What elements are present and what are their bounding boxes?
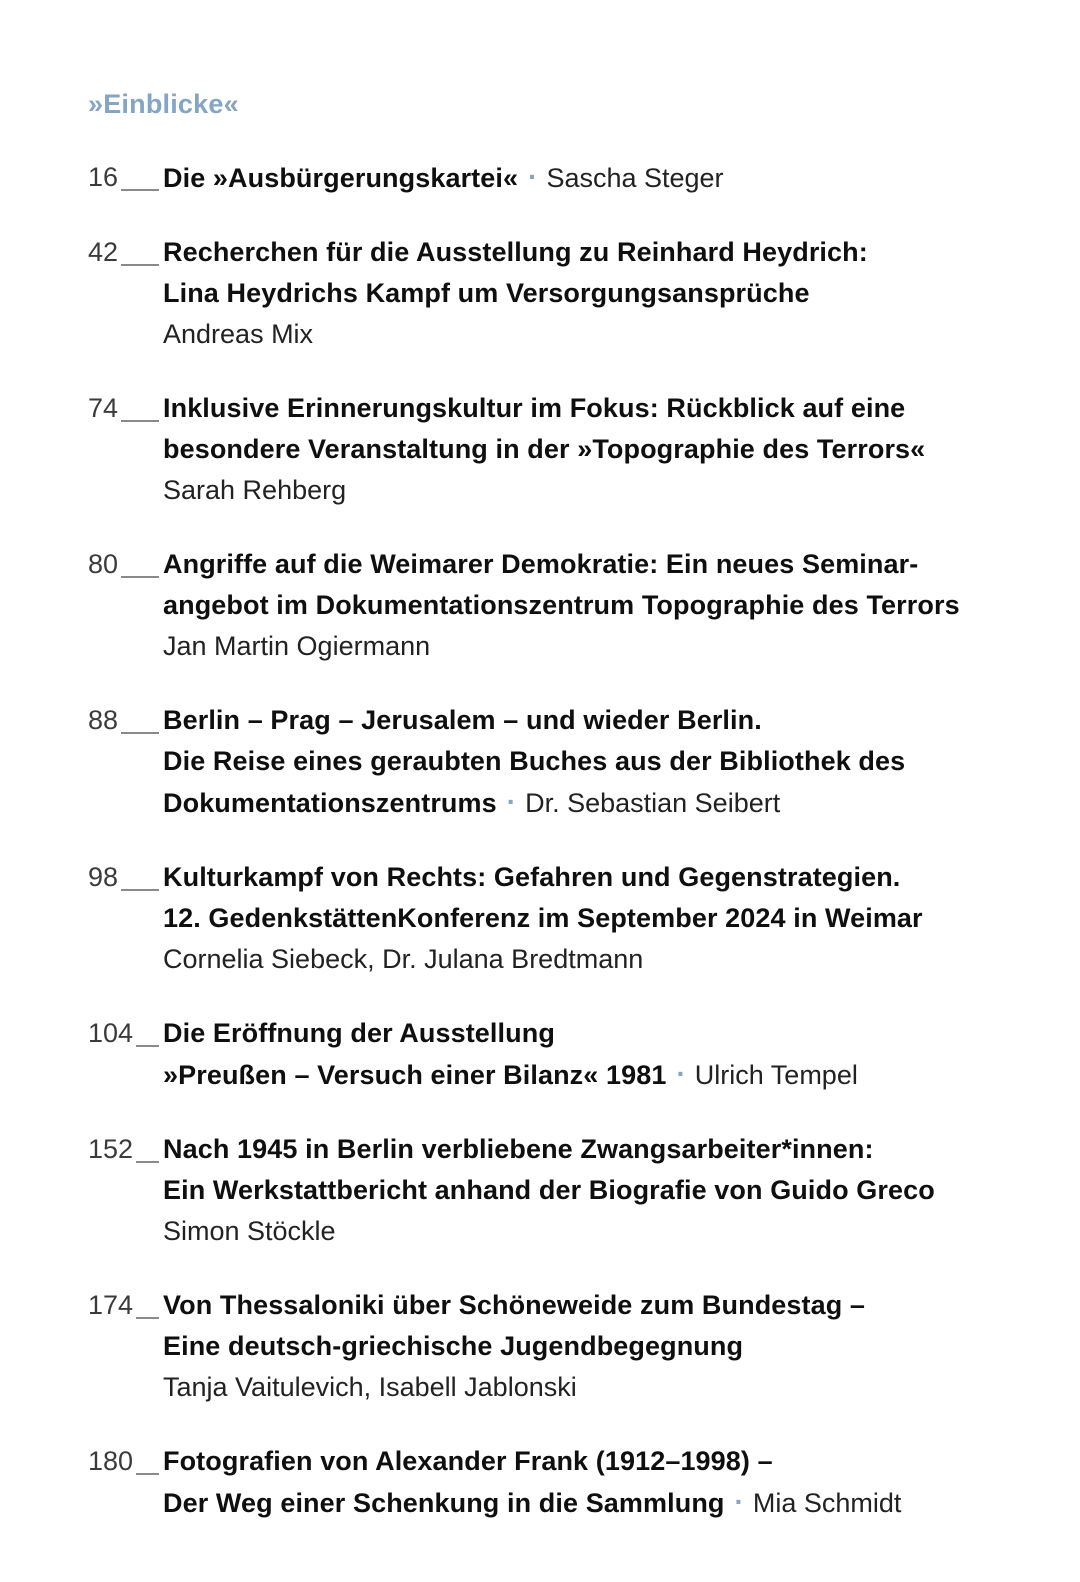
entry-title-line bbox=[163, 1054, 1024, 1096]
entry-page-number-cell bbox=[88, 857, 163, 898]
entry-title-text: Von Thessaloniki über Schöneweide zum Bundestag – bbox=[163, 1290, 866, 1320]
entry-title-text: Die Reise eines geraubten Buches aus der Bibliothek des bbox=[163, 746, 906, 776]
entry-page-number-cell bbox=[88, 1285, 163, 1326]
toc-entry bbox=[88, 857, 1024, 980]
entry-title-text: Fotografien von Alexander Frank (1912–1998) – bbox=[163, 1446, 773, 1476]
entry-page-number: 80 bbox=[88, 549, 119, 579]
entry-title-line bbox=[163, 273, 1024, 314]
leader-line bbox=[136, 1045, 159, 1047]
entry-title-text: angebot im Dokumentationszentrum Topographie des Terrors bbox=[163, 590, 960, 620]
entry-author-line bbox=[163, 626, 1024, 667]
entry-title-line bbox=[163, 1013, 1024, 1054]
toc-entry bbox=[88, 1285, 1024, 1408]
entry-page-number-cell bbox=[88, 1129, 163, 1170]
entry-author: Ulrich Tempel bbox=[694, 1060, 858, 1090]
entry-author: Sarah Rehberg bbox=[163, 475, 347, 505]
entry-content bbox=[163, 857, 1024, 980]
entry-title-line bbox=[163, 1129, 1024, 1170]
entry-content bbox=[163, 1285, 1024, 1408]
toc-entry bbox=[88, 157, 1024, 199]
author-separator-dot: · bbox=[734, 1486, 744, 1517]
entry-page-number: 42 bbox=[88, 237, 119, 267]
entry-page-number-cell bbox=[88, 544, 163, 585]
entry-page-number-cell bbox=[88, 700, 163, 741]
entry-title-line bbox=[163, 429, 1024, 470]
entry-author: Sascha Steger bbox=[546, 163, 724, 193]
entry-author: Jan Martin Ogiermann bbox=[163, 631, 431, 661]
entry-title-text: Eine deutsch-griechische Jugendbegegnung bbox=[163, 1331, 744, 1361]
entry-author: Andreas Mix bbox=[163, 319, 314, 349]
entry-page-number: 98 bbox=[88, 862, 119, 892]
toc-entry bbox=[88, 700, 1024, 824]
entry-author-line bbox=[163, 470, 1024, 511]
entry-title-text: Die »Ausbürgerungskartei« bbox=[163, 163, 519, 193]
entry-page-number-cell bbox=[88, 388, 163, 429]
entry-page-number: 152 bbox=[88, 1134, 134, 1164]
leader-line bbox=[121, 732, 159, 734]
entry-title-text: »Preußen – Versuch einer Bilanz« 1981 bbox=[163, 1060, 667, 1090]
entry-page-number-cell bbox=[88, 1441, 163, 1482]
entry-author: Dr. Sebastian Seibert bbox=[525, 788, 781, 818]
entry-title-text: Lina Heydrichs Kampf um Versorgungsansprüche bbox=[163, 278, 810, 308]
entry-title-text: Die Eröffnung der Ausstellung bbox=[163, 1018, 555, 1048]
leader-line bbox=[136, 1161, 159, 1163]
entry-title-line bbox=[163, 544, 1024, 585]
entry-page-number: 104 bbox=[88, 1018, 134, 1048]
entry-content bbox=[163, 1013, 1024, 1096]
toc-entry-list bbox=[88, 157, 1024, 1524]
entry-page-number: 180 bbox=[88, 1446, 134, 1476]
entry-title-line bbox=[163, 741, 1024, 782]
leader-line bbox=[136, 1473, 159, 1475]
entry-title-text: 12. GedenkstättenKonferenz im September 2024 in Weimar bbox=[163, 903, 923, 933]
entry-content bbox=[163, 544, 1024, 667]
toc-entry bbox=[88, 544, 1024, 667]
entry-content bbox=[163, 157, 1024, 199]
entry-author-line bbox=[163, 314, 1024, 355]
entry-title-line bbox=[163, 1285, 1024, 1326]
entry-author-line bbox=[163, 1211, 1024, 1252]
author-separator-dot: · bbox=[676, 1058, 686, 1089]
entry-title-line bbox=[163, 1326, 1024, 1367]
entry-title-text: Nach 1945 in Berlin verbliebene Zwangsarbeiter*innen: bbox=[163, 1134, 874, 1164]
leader-line bbox=[121, 189, 159, 191]
entry-title-text: Angriffe auf die Weimarer Demokratie: Ein neues Seminar- bbox=[163, 549, 919, 579]
entry-author: Mia Schmidt bbox=[752, 1488, 902, 1518]
entry-title-text: Dokumentationszentrums bbox=[163, 788, 497, 818]
toc-entry bbox=[88, 1441, 1024, 1524]
page-title: »Einblicke« bbox=[88, 89, 239, 119]
entry-title-line bbox=[163, 857, 1024, 898]
entry-title-text: besondere Veranstaltung in der »Topographie des Terrors« bbox=[163, 434, 926, 464]
entry-title-line bbox=[163, 1441, 1024, 1482]
entry-content bbox=[163, 1441, 1024, 1524]
entry-content bbox=[163, 700, 1024, 824]
entry-title-line bbox=[163, 585, 1024, 626]
entry-title-text: Ein Werkstattbericht anhand der Biografie von Guido Greco bbox=[163, 1175, 935, 1205]
entry-author-line bbox=[163, 939, 1024, 980]
author-separator-dot: · bbox=[506, 786, 517, 817]
leader-line bbox=[136, 1317, 159, 1319]
entry-content bbox=[163, 1129, 1024, 1252]
entry-author: Cornelia Siebeck, Dr. Julana Bredtmann bbox=[163, 944, 644, 974]
entry-title-text: Recherchen für die Ausstellung zu Reinhard Heydrich: bbox=[163, 237, 868, 267]
entry-title-line bbox=[163, 1170, 1024, 1211]
entry-content bbox=[163, 388, 1024, 511]
entry-title-line bbox=[163, 157, 1024, 199]
entry-title-text: Der Weg einer Schenkung in die Sammlung bbox=[163, 1488, 725, 1518]
author-separator-dot: · bbox=[528, 161, 538, 192]
entry-title-line bbox=[163, 782, 1024, 824]
entry-author: Tanja Vaitulevich, Isabell Jablonski bbox=[163, 1372, 577, 1402]
toc-entry bbox=[88, 388, 1024, 511]
entry-author: Simon Stöckle bbox=[163, 1216, 336, 1246]
entry-page-number-cell bbox=[88, 232, 163, 273]
leader-line bbox=[121, 264, 159, 266]
entry-page-number: 88 bbox=[88, 705, 119, 735]
entry-page-number-cell bbox=[88, 157, 163, 198]
entry-author-line bbox=[163, 1367, 1024, 1408]
entry-title-text: Kulturkampf von Rechts: Gefahren und Gegenstrategien. bbox=[163, 862, 901, 892]
entry-page-number: 174 bbox=[88, 1290, 134, 1320]
toc-entry bbox=[88, 1129, 1024, 1252]
entry-title-line bbox=[163, 898, 1024, 939]
entry-content bbox=[163, 232, 1024, 355]
entry-title-line bbox=[163, 700, 1024, 741]
leader-line bbox=[121, 889, 159, 891]
toc-entry bbox=[88, 232, 1024, 355]
entry-title-line bbox=[163, 1482, 1024, 1524]
entry-page-number-cell bbox=[88, 1013, 163, 1054]
entry-title-text: Berlin – Prag – Jerusalem – und wieder Berlin. bbox=[163, 705, 762, 735]
entry-page-number: 16 bbox=[88, 162, 119, 192]
toc-entry bbox=[88, 1013, 1024, 1096]
leader-line bbox=[121, 576, 159, 578]
leader-line bbox=[121, 420, 159, 422]
entry-page-number: 74 bbox=[88, 393, 119, 423]
entry-title-line bbox=[163, 232, 1024, 273]
entry-title-line bbox=[163, 388, 1024, 429]
entry-title-text: Inklusive Erinnerungskultur im Fokus: Rückblick auf eine bbox=[163, 393, 906, 423]
